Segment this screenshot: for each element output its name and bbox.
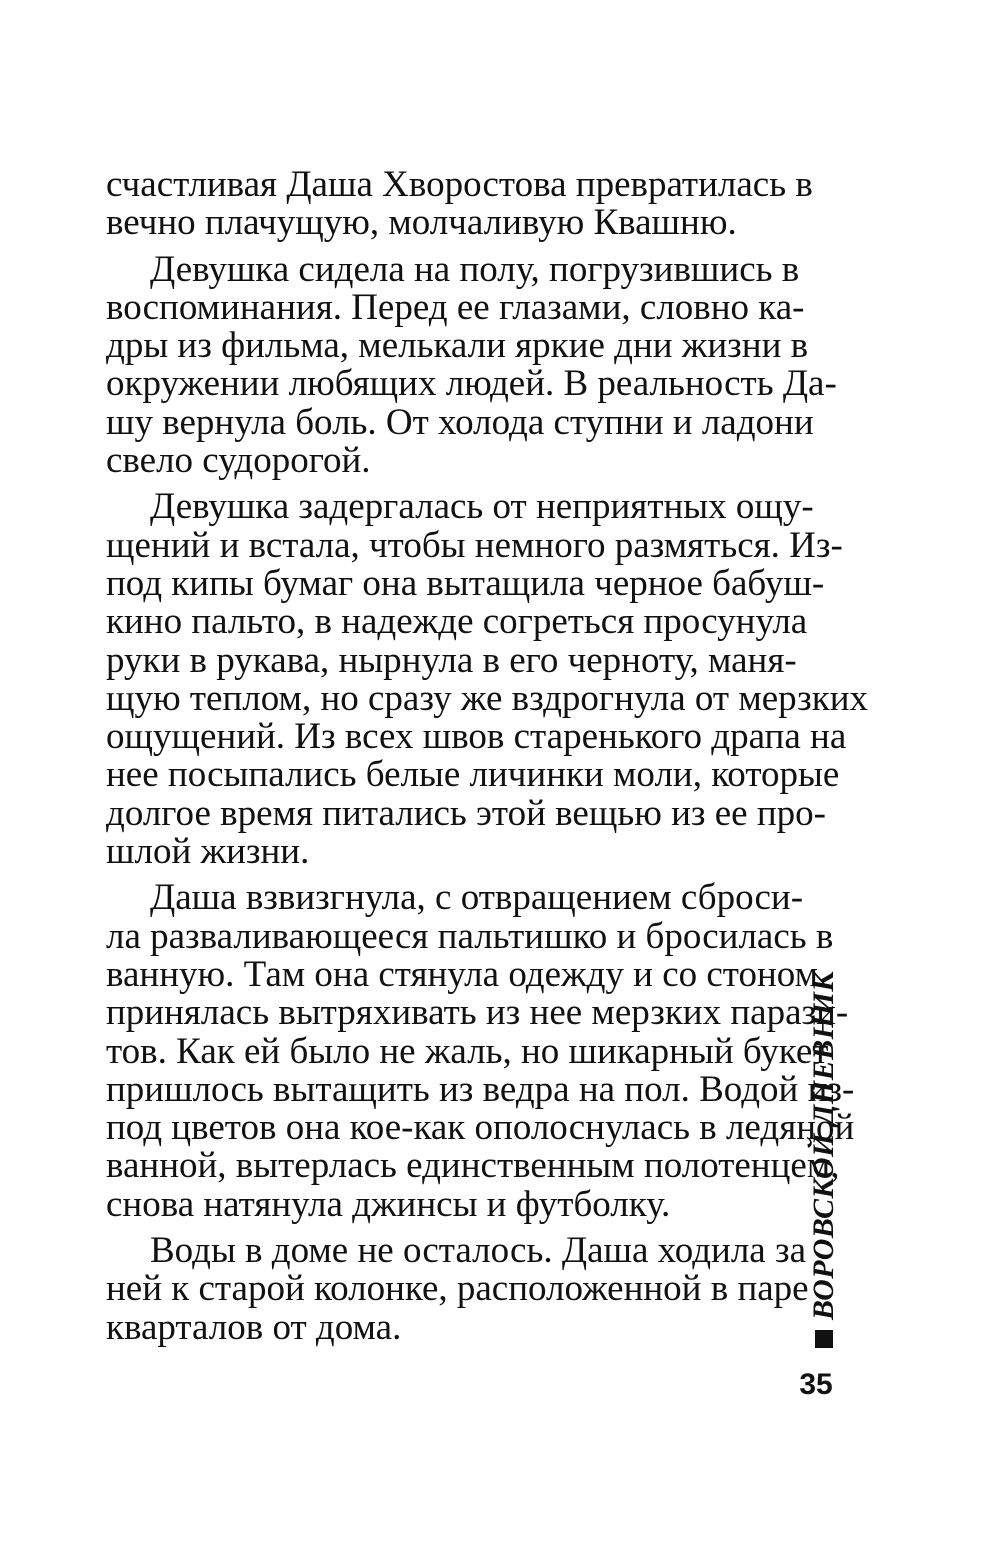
text-line: руки в рукава, нырнула в его черноту, маня- [106,639,797,681]
text-line: нее посыпались белые личинки моли, которые [106,754,840,796]
paragraph-5 [106,1230,809,1348]
text-line: ощущений. Из всех швов старенького драпа на [106,716,847,758]
text-line: вечно плачущую, молчаливую Квашню. [106,202,737,244]
text-line: окружении любящих людей. В реальность Да- [106,363,837,405]
text-line: снова натянула джинсы и футболку. [106,1183,671,1225]
text-line: шу вернула боль. От холода ступни и ладони [106,401,814,443]
text-line: ла разваливающееся пальтишко и бросилась в [106,915,834,957]
text-line: долгое время питались этой вещью из ее про- [106,792,826,834]
text-line: Воды в доме не осталось. Даша ходила за [150,1230,806,1272]
text-line: свело судорогой. [106,440,371,482]
text-line: под кипы бумаг она вытащила черное бабуш- [106,562,825,604]
text-line: пришлось вытащить из ведра на пол. Водой из- [106,1068,855,1110]
paragraph-2 [106,248,837,482]
text-line: Девушка задергалась от неприятных ощу- [150,486,814,528]
paragraph-1 [106,164,813,244]
text-line: тов. Как ей было не жаль, но шикарный букет [106,1030,829,1072]
text-line: ванную. Там она стянула одежду и со стоном [106,953,818,995]
text-line: щую теплом, но сразу же вздрогнула от мерзких [106,677,869,719]
text-line: щений и встала, чтобы немного размяться. Из- [106,524,843,566]
text-line: счастливая Даша Хворостова превратилась в [106,164,813,205]
text-line: кино пальто, в надежде согреться просунула [106,601,808,643]
text-line: шлой жизни. [106,831,310,873]
text-line: Даша взвизгнула, с отвращением сброси- [150,877,804,919]
page-number: 35 [799,1368,833,1401]
text-line: воспоминания. Перед ее глазами, словно ка- [106,286,805,328]
text-line: дры из фильма, мелькали яркие дни жизни в [106,325,809,367]
text-line: ней к старой колонке, расположенной в паре [106,1268,809,1310]
text-line: принялась вытряхивать из нее мерзких парази- [106,992,849,1034]
text-line: Девушка сидела на полу, погрузившись в [150,248,800,290]
text-line: под цветов она кое-как ополоснулась в ледяной [106,1107,855,1149]
square-bullet-icon [815,1330,833,1348]
text-line: ванной, вытерлась единственным полотенцем, [106,1145,840,1187]
running-head [804,970,844,1348]
running-head-title: ВОРОВСКОЙ ДНЕВНИК [807,970,840,1320]
paragraph-3 [106,486,869,873]
text-line: кварталов от дома. [106,1306,402,1348]
